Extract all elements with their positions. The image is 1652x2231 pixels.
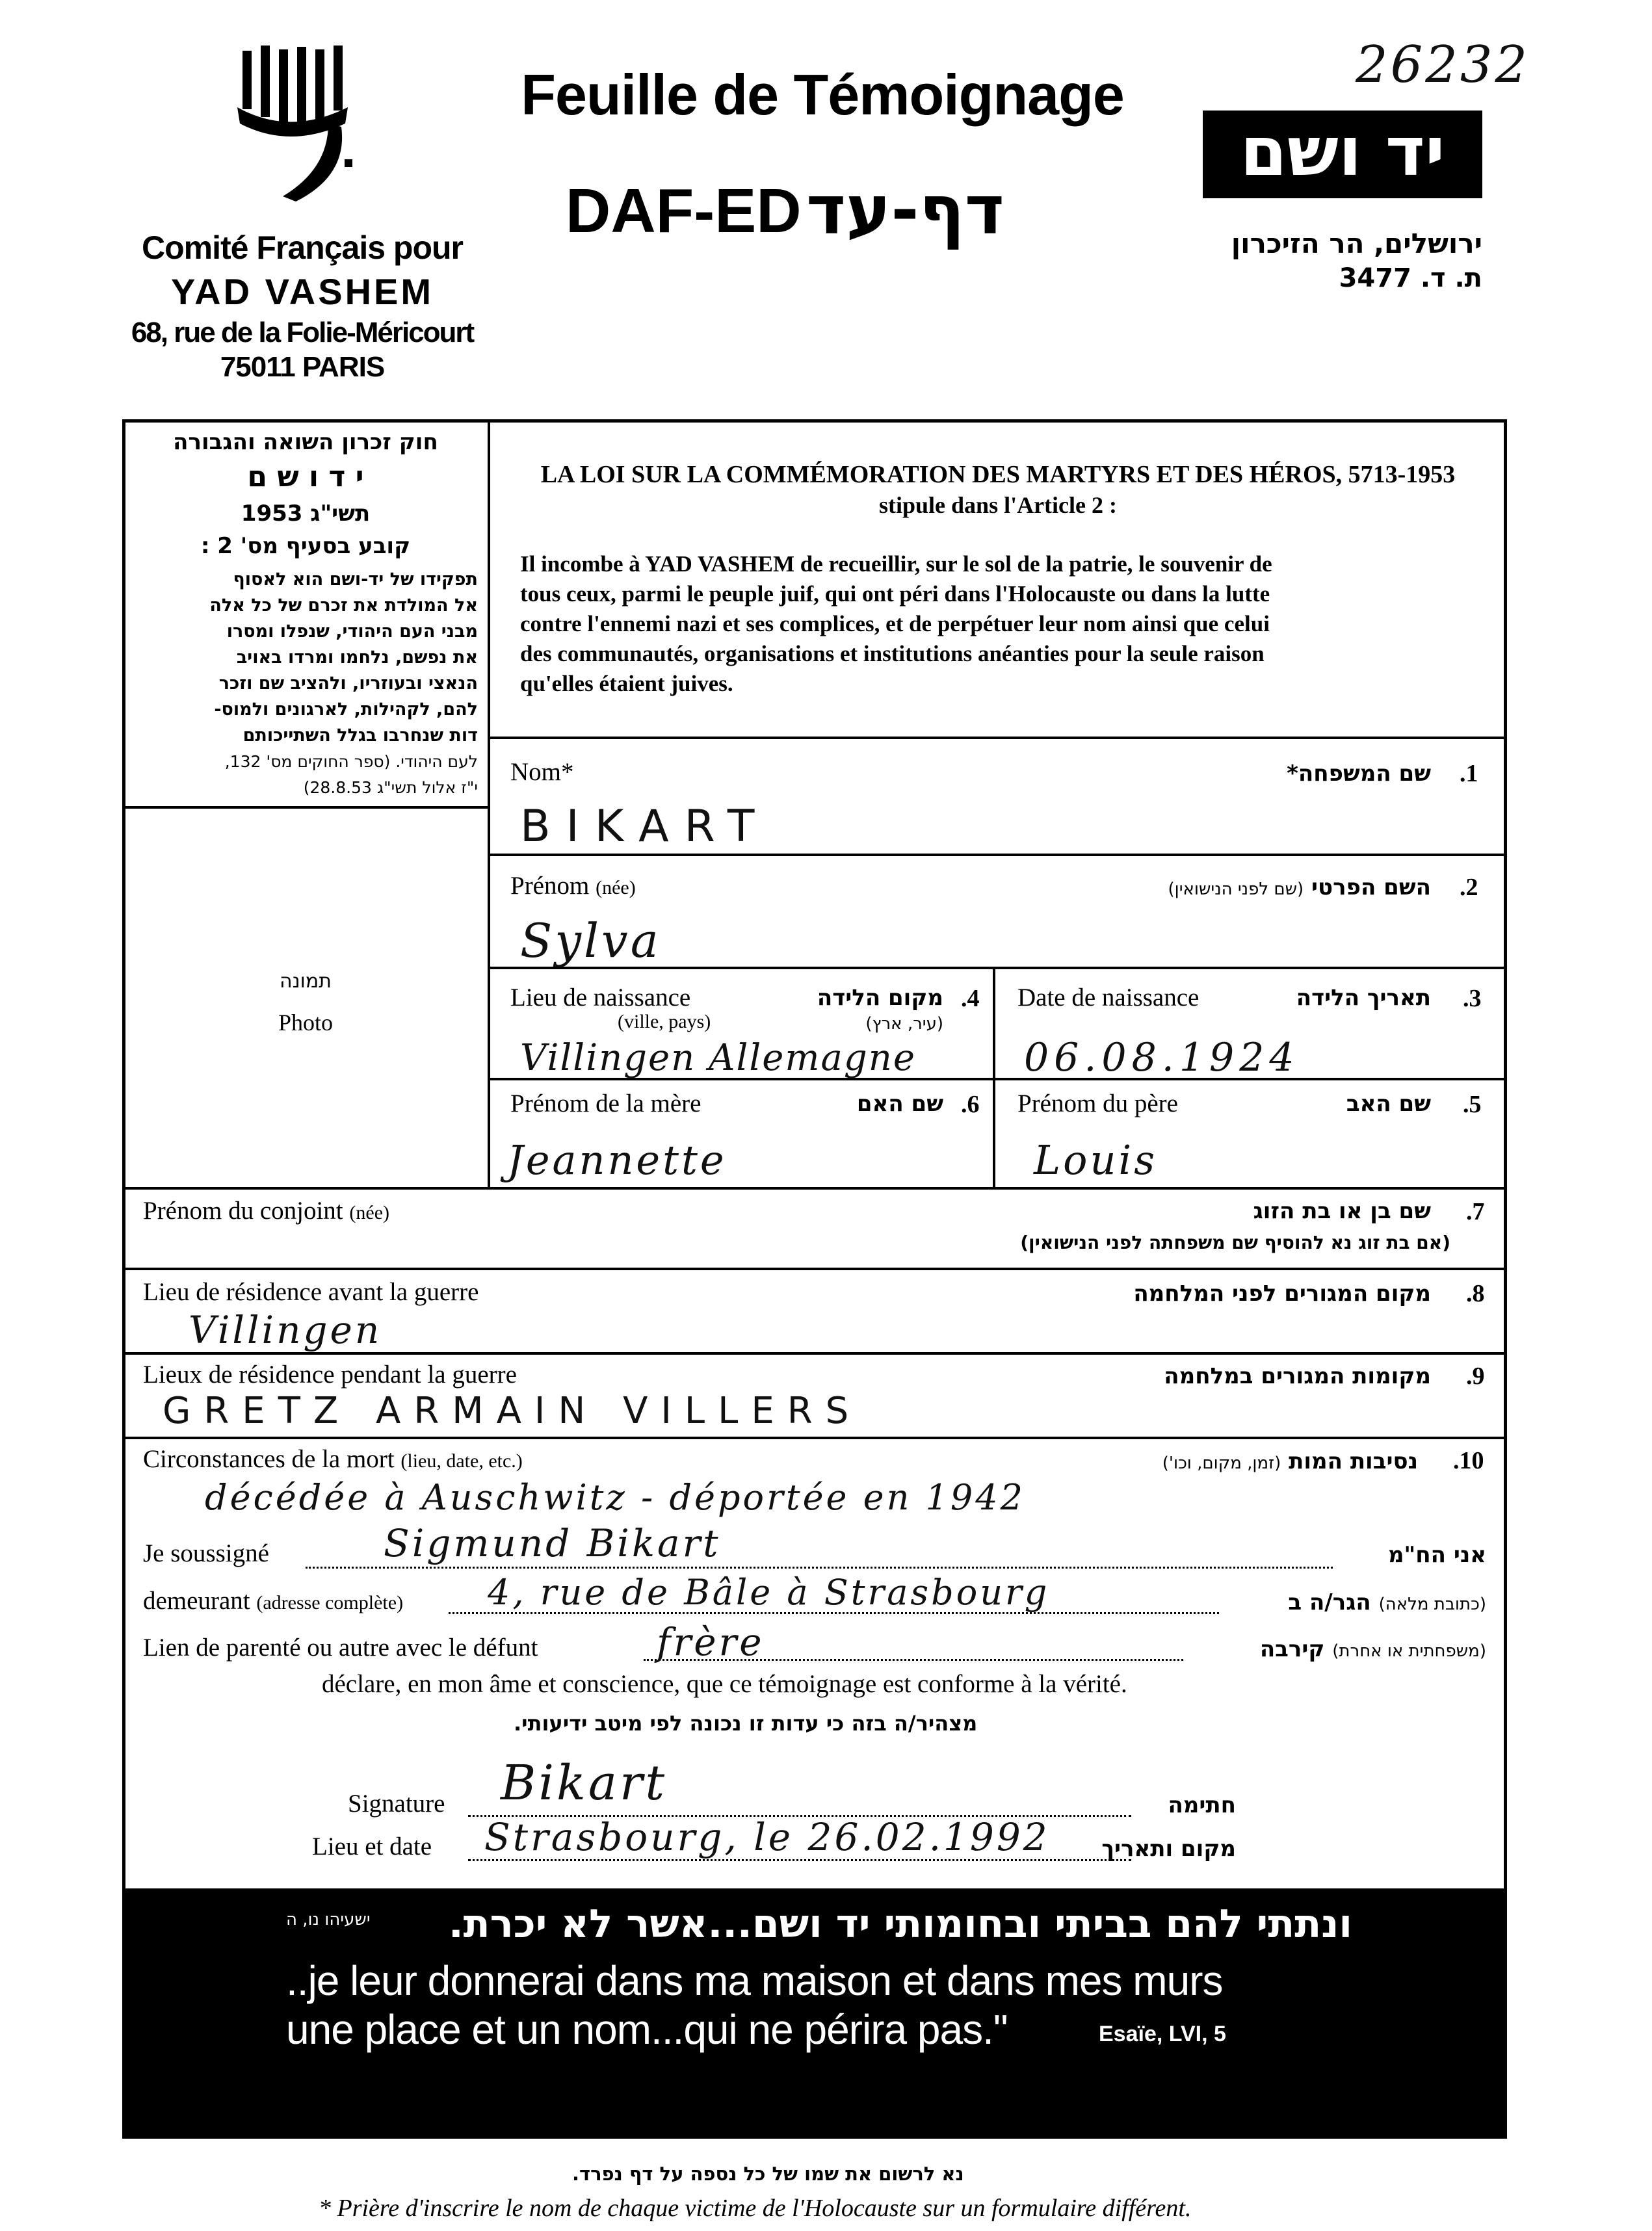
lien-note-he: (משפחתית או אחרת) xyxy=(1332,1641,1486,1661)
address-line2: 75011 PARIS xyxy=(220,351,385,383)
subtitle-latin: DAF-ED xyxy=(566,176,802,246)
prenom-value[interactable]: Sylva xyxy=(520,913,661,968)
demeurant-label xyxy=(143,1586,403,1615)
law-hebrew-yad-vashem: י ד ו ש ם xyxy=(247,460,364,493)
prenom-mere-label-he: שם האם xyxy=(856,1091,943,1117)
lieu-naissance-note: (ville, pays) xyxy=(618,1011,711,1032)
photo-label-he: תמונה xyxy=(280,970,332,993)
residence-pendant-label: Lieux de résidence pendant la guerre xyxy=(143,1361,517,1389)
demeurant-label-he-text: הגר/ה ב xyxy=(1288,1589,1371,1615)
soussigne-label: Je soussigné xyxy=(143,1539,269,1567)
circonstances-label xyxy=(143,1444,523,1474)
footer-note-he: נא לרשום את שמו של כל נספה על דף נפרד. xyxy=(572,2163,964,2185)
prenom-label-he-text: השם הפרטי xyxy=(1311,874,1431,900)
prenom-label xyxy=(510,871,636,900)
circonstances-label-text: Circonstances de la mort xyxy=(143,1445,395,1473)
circonstances-label-he-text: נסיבות המות xyxy=(1289,1448,1418,1474)
prenom-label-text: Prénom xyxy=(510,872,590,900)
nom-asterisk: * xyxy=(561,758,574,786)
law-french-title: LA LOI SUR LA COMMÉMORATION DES MARTYRS ET DES HÉROS, 5713-1953 xyxy=(540,461,1456,488)
lien-label-he xyxy=(1260,1636,1486,1662)
nom-value[interactable]: BIKART xyxy=(520,801,770,852)
date-naissance-label-he: תאריך הלידה xyxy=(1296,985,1431,1011)
law-hebrew-line: תפקידו של יד-ושם הוא לאסוף xyxy=(233,569,478,590)
circonstances-value[interactable]: décédée à Auschwitz - déportée en 1942 xyxy=(205,1477,1025,1518)
archive-number: 26232 xyxy=(1356,36,1530,94)
law-french-line: contre l'ennemi nazi et ses complices, et de perpétuer leur nom ainsi que celui xyxy=(520,611,1270,636)
demeurant-label-text: demeurant xyxy=(143,1587,250,1615)
nom-label xyxy=(510,757,574,787)
banner-hebrew: ונתתי להם בביתי ובחומותי יד ושם...אשר לא יכרת. xyxy=(448,1901,1352,1947)
date-naissance-label: Date de naissance xyxy=(1017,984,1200,1011)
committee-line1: Comité Français pour xyxy=(142,229,463,266)
prenom-mere-num: .6 xyxy=(961,1091,980,1118)
declare-he: מצהיר/ה בזה כי עדות זו נכונה לפי מיטב ידיעותי. xyxy=(514,1711,978,1736)
prenom-num: .2 xyxy=(1460,874,1478,901)
conjoint-note: (née) xyxy=(349,1202,390,1223)
law-hebrew-line: לעם היהודי. (ספר החוקים מס' 132, xyxy=(224,752,478,771)
law-hebrew-clause: קובע בסעיף מס' 2 : xyxy=(200,533,411,559)
demeurant-note-he: (כתובת מלאה) xyxy=(1378,1595,1486,1614)
declare-fr: déclare, en mon âme et conscience, que ce témoignage est conforme à la vérité. xyxy=(322,1670,1127,1698)
signature-value[interactable]: Bikart xyxy=(501,1755,668,1811)
law-french-line: des communautés, organisations et institutions anéanties pour la seule raison xyxy=(520,641,1265,666)
lieu-date-value[interactable]: Strasbourg, le 26.02.1992 xyxy=(484,1815,1050,1859)
circonstances-num: .10 xyxy=(1453,1447,1484,1474)
address-line1: 68, rue de la Folie-Méricourt xyxy=(131,317,474,348)
circonstances-note-he: (זמן, מקום, וכו') xyxy=(1162,1454,1281,1473)
soussigne-value[interactable]: Sigmund Bikart xyxy=(384,1521,721,1565)
law-hebrew-year: תשי"ג 1953 xyxy=(241,501,371,527)
footer-note-fr: * Prière d'inscrire le nom de chaque victime de l'Holocauste sur un formulaire différent. xyxy=(319,2195,1192,2222)
demeurant-note: (adresse complète) xyxy=(256,1592,404,1613)
residence-avant-label: Lieu de résidence avant la guerre xyxy=(143,1278,479,1306)
prenom-note: (née) xyxy=(596,877,636,898)
conjoint-label xyxy=(143,1196,389,1225)
prenom-mere-label: Prénom de la mère xyxy=(510,1089,701,1117)
lieu-naissance-label-he: מקום הלידה xyxy=(817,985,943,1011)
lieu-naissance-label: Lieu de naissance xyxy=(510,984,691,1011)
law-hebrew-body xyxy=(133,567,478,801)
prenom-pere-label: Prénom du père xyxy=(1017,1089,1178,1117)
signature-label: Signature xyxy=(348,1790,445,1818)
conjoint-num: .7 xyxy=(1466,1198,1485,1225)
demeurant-label-he xyxy=(1288,1589,1486,1615)
photo-label-fr: Photo xyxy=(278,1010,334,1036)
law-hebrew-line: דות שנחרבו בגלל השתייכותם xyxy=(243,725,478,746)
nom-num: .1 xyxy=(1460,760,1478,787)
prenom-label-he xyxy=(1168,874,1431,900)
signature-label-he: חתימה xyxy=(1168,1792,1236,1818)
banner-french-line1: ..je leur donnerai dans ma maison et dans mes murs xyxy=(286,1957,1223,2004)
residence-avant-num: .8 xyxy=(1466,1280,1485,1307)
law-hebrew-line: מבני העם היהודי, שנפלו ומסרו xyxy=(226,621,478,642)
residence-avant-value[interactable]: Villingen xyxy=(189,1308,382,1352)
circonstances-label-he xyxy=(1162,1448,1418,1474)
lien-value[interactable]: frère xyxy=(657,1620,765,1664)
circonstances-note: (lieu, date, etc.) xyxy=(400,1450,523,1472)
residence-pendant-value[interactable]: GRETZ ARMAIN VILLERS xyxy=(163,1390,862,1432)
committee-line2: YAD VASHEM xyxy=(170,271,434,312)
prenom-note-he: (שם לפני הנישואין) xyxy=(1168,880,1304,899)
prenom-pere-num: .5 xyxy=(1463,1091,1482,1118)
demeurant-value[interactable]: 4, rue de Bâle à Strasbourg xyxy=(488,1572,1050,1613)
conjoint-label-text: Prénom du conjoint xyxy=(143,1197,343,1225)
yad-vashem-logo-text: יד ושם xyxy=(1240,112,1445,191)
residence-pendant-label-he: מקומות המגורים במלחמה xyxy=(1164,1363,1431,1389)
lieu-date-label: Lieu et date xyxy=(312,1833,432,1860)
nom-label-text: Nom xyxy=(510,758,561,786)
banner-french-ref: Esaïe, LVI, 5 xyxy=(1099,2022,1226,2046)
law-french-stipule: stipule dans l'Article 2 : xyxy=(879,492,1117,518)
soussigne-label-he: אני הח"מ xyxy=(1387,1542,1486,1568)
date-naissance-num: .3 xyxy=(1463,985,1482,1012)
menorah-logo-icon xyxy=(231,46,361,208)
lieu-naissance-num: .4 xyxy=(961,985,980,1012)
lien-label: Lien de parenté ou autre avec le défunt xyxy=(143,1634,538,1662)
prenom-mere-value[interactable]: Jeannette xyxy=(507,1136,727,1184)
conjoint-label-he: שם בן או בת הזוג xyxy=(1253,1198,1431,1224)
lien-label-he-text: קירבה xyxy=(1259,1636,1325,1662)
nom-label-he: שם המשפחה* xyxy=(1287,761,1431,787)
lieu-naissance-value[interactable]: Villingen Allemagne xyxy=(520,1037,916,1079)
law-hebrew-line: אל המולדת את זכרם של כל אלה xyxy=(209,595,478,616)
law-hebrew-line: להם, לקהילות, לארגונים ולמוס- xyxy=(214,699,478,720)
law-french-line: tous ceux, parmi le peuple juif, qui ont péri dans l'Holocauste ou dans la lutte xyxy=(520,581,1270,607)
lieu-naissance-note-he: (עיר, ארץ) xyxy=(865,1014,943,1034)
prenom-pere-label-he: שם האב xyxy=(1346,1091,1431,1117)
lieu-date-label-he: מקום ותאריך xyxy=(1101,1836,1236,1862)
banner-french-line2: une place et un nom...qui ne périra pas." xyxy=(286,2006,1008,2053)
prenom-pere-value[interactable]: Louis xyxy=(1034,1136,1158,1184)
subtitle-hebrew: דף-עד xyxy=(806,170,1004,250)
banner-hebrew-ref: ישעיהו נו, ה xyxy=(286,1910,371,1929)
law-hebrew-line: את נפשם, נלחמו ומרדו באויב xyxy=(236,647,478,668)
law-hebrew-line: הנאצי ובעוזריו, ולהציב שם וזכר xyxy=(218,673,478,694)
law-french-body xyxy=(520,549,1482,699)
residence-avant-label-he: מקום המגורים לפני המלחמה xyxy=(1133,1281,1431,1307)
po-box: ת. ד. 3477 xyxy=(1339,263,1482,293)
date-naissance-value[interactable]: 06.08.1924 xyxy=(1024,1035,1300,1080)
law-french-line: qu'elles étaient juives. xyxy=(520,671,733,696)
conjoint-note-he: (אם בת זוג נא להוסיף שם משפחתה לפני הנישואין) xyxy=(1020,1232,1450,1253)
residence-pendant-num: .9 xyxy=(1466,1363,1485,1390)
jerusalem-line: ירושלים, הר הזיכרון xyxy=(1231,228,1482,259)
law-hebrew-title: חוק זכרון השואה והגבורה xyxy=(173,429,438,455)
law-french-line: Il incombe à YAD VASHEM de recueillir, sur le sol de la patrie, le souvenir de xyxy=(520,551,1272,577)
page-title: Feuille de Témoignage xyxy=(521,62,1124,127)
law-hebrew-line: י"ז אלול תשי"ג 28.8.53) xyxy=(303,778,478,797)
